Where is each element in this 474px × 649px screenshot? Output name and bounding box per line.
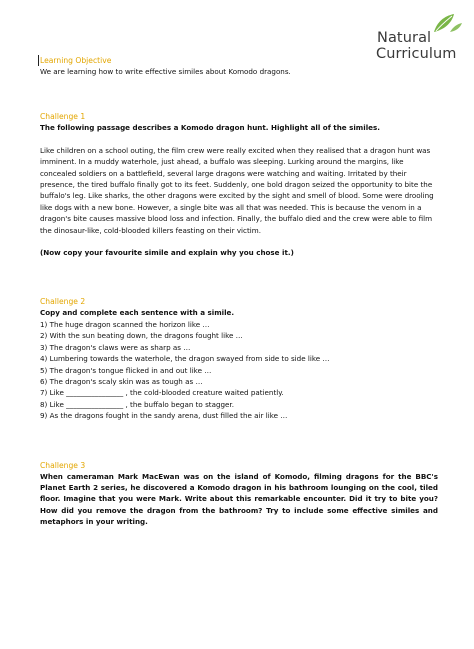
- logo-line-curriculum: Curriculum: [376, 46, 457, 62]
- challenge1-passage: Like children on a school outing, the film crew were really excited when they realised that a dragon hunt was imminent. In a muddy waterhole, just ahead, a buffalo was sleeping. Lurking around the margins, like concealed soldiers on a battlefield, several large dragons were watching and waiting. Irritated by their presence, the tired buffalo finally got to its feet. Suddenly, one bold dragon seized the opportunity to bite the buffalo's leg. Like sharks, the other dragons were excited by the sight and smell of blood. Some were drooling like dogs with a new bone. However, a single bite was all that was needed. This is because the venom in a dragon's bite causes massive blood loss and infection. Finally, the buffalo died and the crew were able to film the dinosaur-like, cold-blooded killers feasting on their victim.: [40, 145, 434, 235]
- logo-line-natural: Natural: [377, 30, 432, 46]
- challenge3-heading: Challenge 3: [40, 460, 86, 470]
- list-item: 6) The dragon's scaly skin was as tough as …: [40, 376, 203, 386]
- list-item: 8) Like ________________ , the buffalo began to stagger.: [40, 399, 234, 409]
- challenge1-followup: (Now copy your favourite simile and explain why you chose it.): [40, 248, 294, 258]
- challenge1-heading: Challenge 1: [40, 112, 86, 122]
- list-item: 4) Lumbering towards the waterhole, the dragon swayed from side to side like …: [40, 354, 330, 364]
- challenge3-text: When cameraman Mark MacEwan was on the island of Komodo, filming dragons for the BBC's Planet Earth 2 series, he discovered a Komodo dragon in his bathroom lounging on the cool, tiled floor. Imagine that you were Mark. Write about this remarkable encounter. Did it try to bite you? How did you remove the dragon from the bathroom? Try to include some effective similes and metaphors in your writing.: [40, 471, 438, 527]
- list-item: 3) The dragon's claws were as sharp as …: [40, 342, 191, 352]
- list-item: 9) As the dragons fought in the sandy arena, dust filled the air like …: [40, 411, 288, 421]
- list-item: 1) The huge dragon scanned the horizon like …: [40, 319, 210, 329]
- objective-text: We are learning how to write effective similes about Komodo dragons.: [40, 67, 291, 76]
- list-item: 5) The dragon's tongue flicked in and out like …: [40, 365, 212, 375]
- challenge1-instruction: The following passage describes a Komodo dragon hunt. Highlight all of the similes.: [40, 123, 380, 133]
- list-item: 2) With the sun beating down, the dragons fought like …: [40, 331, 243, 341]
- challenge2-instruction: Copy and complete each sentence with a simile.: [40, 308, 235, 318]
- challenge2-heading: Challenge 2: [40, 297, 86, 307]
- worksheet-body: [40, 55, 438, 528]
- objective-heading: Learning Objective: [38, 55, 438, 66]
- list-item: 7) Like ________________ , the cold-blooded creature waited patiently.: [40, 388, 284, 398]
- simile-sentence-list: [40, 319, 438, 422]
